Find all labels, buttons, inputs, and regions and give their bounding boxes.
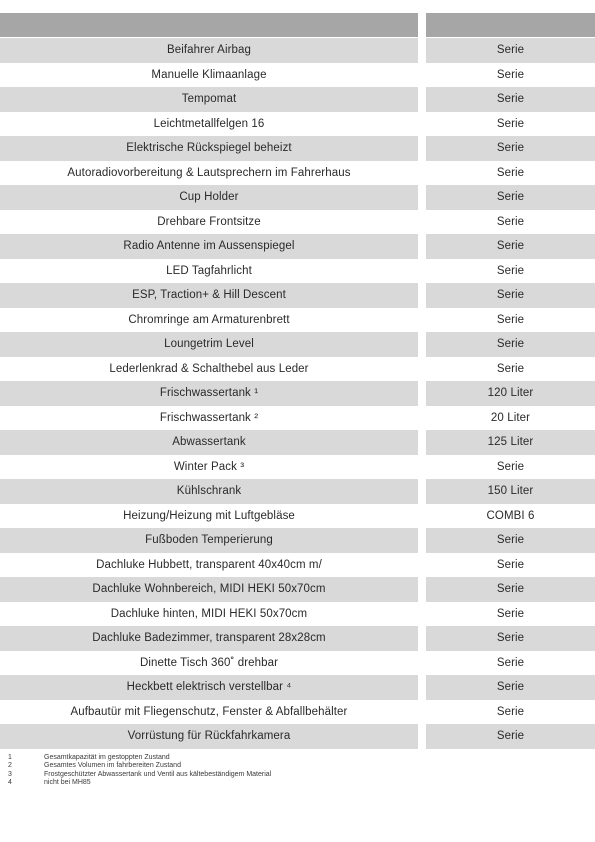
feature-cell: Autoradiovorbereitung & Lautsprechern im Fahrerhaus	[67, 166, 351, 179]
feature-cell: Kühlschrank	[0, 479, 418, 504]
feature-cell: Elektrische Rückspiegel beheizt	[0, 136, 418, 161]
value-cell: Serie	[496, 313, 525, 326]
table-row	[0, 234, 595, 259]
feature-cell: Leichtmetallfelgen 16	[153, 117, 265, 130]
feature-cell: Drehbare Frontsitze	[157, 215, 261, 228]
feature-cell: Dinette Tisch 360˚ drehbar	[139, 656, 279, 669]
footnote-number: 4	[8, 779, 12, 787]
table-row	[0, 577, 595, 602]
value-cell: Serie	[496, 705, 525, 718]
feature-cell: Lederlenkrad & Schalthebel aus Leder	[109, 362, 309, 375]
value-cell: Serie	[426, 185, 595, 210]
feature-cell: Frischwassertank ¹	[0, 381, 418, 406]
value-cell: Serie	[426, 283, 595, 308]
table-row	[0, 700, 595, 725]
table-row	[0, 112, 595, 137]
feature-cell: ESP, Traction+ & Hill Descent	[0, 283, 418, 308]
table-row	[0, 283, 595, 308]
value-cell: Serie	[426, 528, 595, 553]
footnote	[8, 779, 568, 787]
footnote-number: 2	[8, 762, 12, 770]
feature-cell: Abwassertank	[0, 430, 418, 455]
value-cell: Serie	[496, 460, 525, 473]
value-cell: Serie	[496, 558, 525, 571]
feature-cell: Heizung/Heizung mit Luftgebläse	[123, 509, 295, 522]
footnote-text: nicht bei MH85	[44, 779, 91, 787]
feature-cell: Fußboden Temperierung	[0, 528, 418, 553]
table-row	[0, 553, 595, 578]
table-body	[0, 38, 595, 749]
feature-cell: Manuelle Klimaanlage	[151, 68, 267, 81]
value-cell: Serie	[426, 38, 595, 63]
value-cell: 20 Liter	[490, 411, 531, 424]
footnote	[8, 771, 568, 779]
table-row	[0, 210, 595, 235]
table-row	[0, 406, 595, 431]
table-row	[0, 651, 595, 676]
table-row	[0, 63, 595, 88]
feature-cell: Aufbautür mit Fliegenschutz, Fenster & Abfallbehälter	[70, 705, 348, 718]
footnote-text: Gesamtkapazität im gestoppten Zustand	[44, 754, 170, 761]
table-row	[0, 332, 595, 357]
value-cell: 120 Liter	[426, 381, 595, 406]
table-row	[0, 185, 595, 210]
value-cell: COMBI 6	[486, 509, 535, 522]
feature-cell: Vorrüstung für Rückfahrkamera	[0, 724, 418, 749]
feature-cell: Winter Pack ³	[173, 460, 245, 473]
footnote	[8, 762, 568, 770]
table-row	[0, 87, 595, 112]
footnotes	[8, 754, 568, 788]
value-cell: Serie	[426, 332, 595, 357]
feature-cell: Dachluke hinten, MIDI HEKI 50x70cm	[110, 607, 308, 620]
value-cell: Serie	[496, 166, 525, 179]
footnote-text: Gesamtes Volumen im fahrbereiten Zustand	[44, 762, 181, 770]
table-header	[0, 13, 595, 37]
header-feature-cell	[0, 13, 418, 37]
table-row	[0, 479, 595, 504]
feature-cell: Dachluke Hubbett, transparent 40x40cm m/	[96, 558, 322, 571]
feature-cell: Heckbett elektrisch verstellbar ⁴	[0, 675, 418, 700]
table-row	[0, 430, 595, 455]
value-cell: 125 Liter	[426, 430, 595, 455]
value-cell: 150 Liter	[426, 479, 595, 504]
value-cell: Serie	[496, 117, 525, 130]
feature-cell: Radio Antenne im Aussenspiegel	[0, 234, 418, 259]
spec-table	[0, 13, 595, 749]
value-cell: Serie	[496, 362, 525, 375]
table-row	[0, 136, 595, 161]
value-cell: Serie	[426, 577, 595, 602]
value-cell: Serie	[426, 136, 595, 161]
header-value-cell	[426, 13, 595, 37]
feature-cell: Tempomat	[0, 87, 418, 112]
table-row	[0, 161, 595, 186]
table-row	[0, 528, 595, 553]
value-cell: Serie	[496, 215, 525, 228]
feature-cell: Beifahrer Airbag	[0, 38, 418, 63]
feature-cell: Loungetrim Level	[0, 332, 418, 357]
table-row	[0, 504, 595, 529]
value-cell: Serie	[426, 87, 595, 112]
table-row	[0, 602, 595, 627]
table-row	[0, 626, 595, 651]
value-cell: Serie	[426, 626, 595, 651]
feature-cell: Chromringe am Armaturenbrett	[128, 313, 290, 326]
footnote-number: 3	[8, 770, 12, 778]
footnote-number: 1	[8, 754, 12, 761]
table-row	[0, 259, 595, 284]
value-cell: Serie	[496, 68, 525, 81]
feature-cell: Frischwassertank ²	[159, 411, 259, 424]
table-row	[0, 675, 595, 700]
table-row	[0, 455, 595, 480]
table-row	[0, 308, 595, 333]
table-row	[0, 357, 595, 382]
feature-cell: LED Tagfahrlicht	[166, 264, 252, 277]
value-cell: Serie	[496, 607, 525, 620]
table-row	[0, 381, 595, 406]
value-cell: Serie	[426, 724, 595, 749]
value-cell: Serie	[496, 264, 525, 277]
table-row	[0, 38, 595, 63]
feature-cell: Dachluke Wohnbereich, MIDI HEKI 50x70cm	[0, 577, 418, 602]
feature-cell: Dachluke Badezimmer, transparent 28x28cm	[0, 626, 418, 651]
footnote	[8, 754, 568, 762]
feature-cell: Cup Holder	[0, 185, 418, 210]
value-cell: Serie	[426, 234, 595, 259]
footnote-text: Frostgeschützter Abwassertank und Ventil aus kältebeständigem Material	[44, 770, 272, 778]
value-cell: Serie	[426, 675, 595, 700]
table-row	[0, 724, 595, 749]
value-cell: Serie	[496, 656, 525, 669]
